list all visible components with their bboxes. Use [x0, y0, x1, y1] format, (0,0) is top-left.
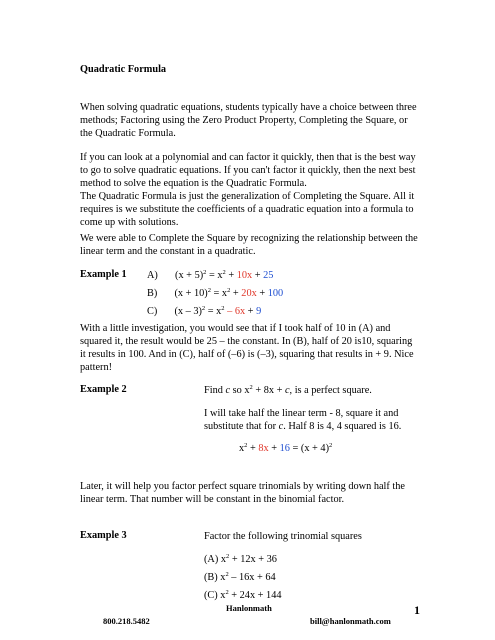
- example-2-equation: [239, 442, 332, 455]
- line-letter: C): [147, 306, 158, 317]
- paragraph-factoring: If you can look at a polynomial and can factor it quickly, then that is the best way to go to solve quadratic equations. If you can't factor it quickly, then the next best method to solve the equation is the Quadratic Formula.: [80, 152, 416, 189]
- variable-c: c: [225, 385, 231, 396]
- footer-phone: 800.218.5482: [103, 616, 150, 626]
- later-paragraph: Later, it will help you factor perfect square trinomials by writing down half the linear term. That number will be constant in the binomial factor.: [80, 481, 405, 505]
- trinomial-item-a: [204, 553, 277, 566]
- exponent: 2: [226, 553, 230, 560]
- operator: +: [252, 270, 264, 281]
- equals-x: = x: [205, 306, 222, 317]
- item-text: + 24x + 144: [228, 590, 282, 601]
- paragraph-complete-square: We were able to Complete the Square by recognizing the relationship between the linear term and the constant in a quadratic.: [80, 233, 418, 257]
- operator: +: [256, 288, 268, 299]
- trinomial-item-c: [204, 589, 282, 602]
- operator: +: [230, 288, 242, 299]
- explanation-text: . Half 8 is 4, 4 squared is 16.: [283, 421, 402, 432]
- example-1-line-c: [147, 305, 261, 318]
- operator: +: [268, 443, 280, 454]
- example-1-line-a: [147, 269, 273, 282]
- factored-form: = (x + 4): [289, 443, 330, 454]
- item-text: + 12x + 36: [229, 554, 277, 565]
- linear-term: 10x: [236, 270, 253, 281]
- exponent: 2: [329, 442, 333, 449]
- constant-term: 16: [279, 443, 290, 454]
- operator: +: [245, 306, 257, 317]
- prompt-text: Find: [204, 385, 226, 396]
- exponent: 2: [221, 305, 225, 312]
- item-text: – 16x + 64: [228, 572, 276, 583]
- variable-c: c: [278, 421, 284, 432]
- item-text: (C) x: [204, 590, 226, 601]
- eq-x: x: [239, 443, 245, 454]
- exponent: 2: [227, 287, 231, 294]
- line-letter: B): [147, 288, 158, 299]
- example-3-label: Example 3: [80, 530, 127, 541]
- variable-c: c: [284, 385, 290, 396]
- exponent: 2: [249, 384, 253, 391]
- example-1-label: Example 1: [80, 269, 127, 280]
- prompt-text: + 8x +: [252, 385, 285, 396]
- explanation-text: I will take half the linear term - 8, square it and substitute that for: [204, 408, 399, 432]
- paragraph-methods: When solving quadratic equations, students typically have a choice between three methods; Factoring using the Zero Product Property, Completing the Square, or the Quadratic Formula.: [80, 102, 417, 139]
- page-title: Quadratic Formula: [80, 64, 167, 75]
- operator: +: [225, 270, 237, 281]
- example-1-line-b: [147, 287, 283, 300]
- equals-x: = x: [210, 288, 228, 299]
- page-number: 1: [414, 603, 420, 617]
- exponent: 2: [203, 269, 207, 276]
- linear-term: 8x: [258, 443, 269, 454]
- example-2-prompt: [204, 384, 372, 397]
- paragraph-generalization: The Quadratic Formula is just the generalization of Completing the Square. All it requires is we substitute the coefficients of a quadratic equation into a formula to come up with solutions.: [80, 191, 415, 228]
- exponent: 2: [244, 442, 248, 449]
- trinomial-item-b: [204, 571, 276, 584]
- example-1-explanation: With a little investigation, you would see that if I took half of 10 in (A) and squared it, the result would be 25 – the constant. In (B), half of 20 is10, squaring it results in 100. And in (C), half of (–6) is (–3), squaring that results in + 9. Nice pattern!: [80, 323, 414, 373]
- line-letter: A): [147, 270, 158, 281]
- item-text: (B) x: [204, 572, 226, 583]
- constant-term: 100: [267, 288, 284, 299]
- footer-email: bill@hanlonmath.com: [310, 616, 391, 626]
- exponent: 2: [225, 571, 229, 578]
- exponent: 2: [201, 305, 206, 312]
- binomial: (x – 3): [174, 306, 202, 317]
- example-3-prompt: Factor the following trinomial squares: [204, 531, 362, 542]
- linear-term: 6x: [234, 306, 246, 317]
- prompt-text: , is a perfect square.: [289, 385, 372, 396]
- example-2-explanation: [204, 407, 420, 433]
- binomial: (x + 10): [174, 288, 208, 299]
- operator: +: [247, 443, 259, 454]
- exponent: 2: [207, 287, 211, 294]
- linear-term: 20x: [241, 288, 257, 299]
- prompt-text: so x: [230, 385, 250, 396]
- exponent: 2: [225, 589, 229, 596]
- operator: –: [224, 306, 235, 317]
- example-2-label: Example 2: [80, 384, 127, 395]
- constant-term: 9: [256, 306, 262, 317]
- exponent: 2: [222, 269, 226, 276]
- footer-brand: Hanlonmath: [226, 603, 272, 613]
- constant-term: 25: [263, 270, 274, 281]
- equals-x: = x: [206, 270, 223, 281]
- binomial: (x + 5): [175, 270, 204, 281]
- item-text: (A) x: [204, 554, 227, 565]
